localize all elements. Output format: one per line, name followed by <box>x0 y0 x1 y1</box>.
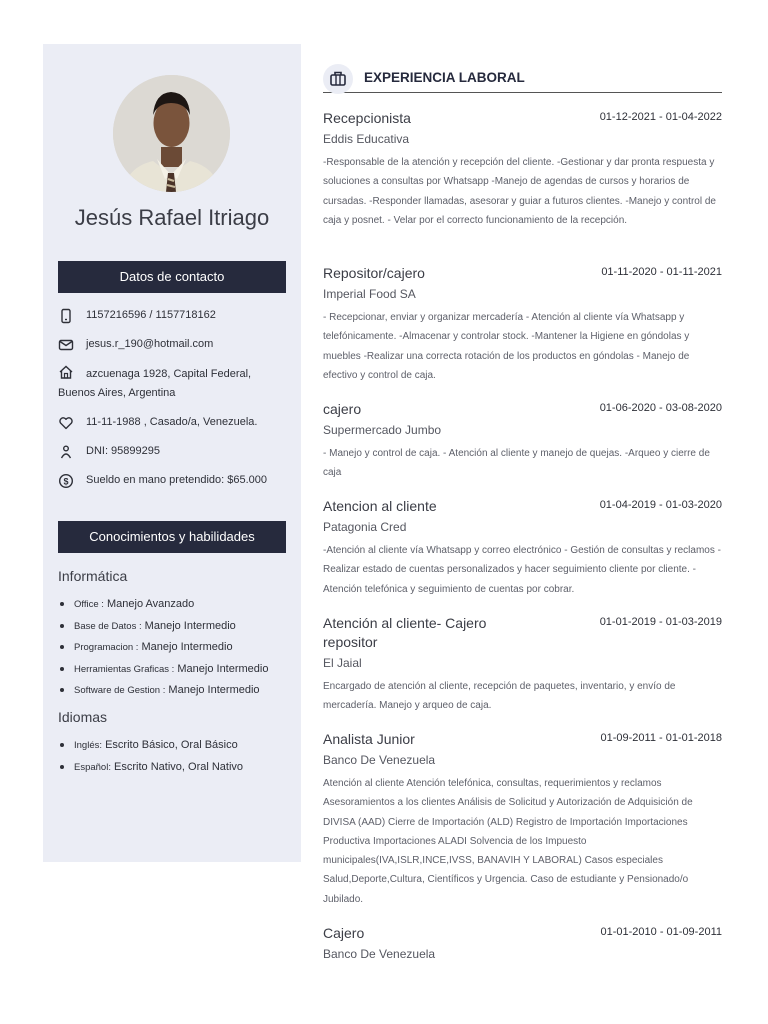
list-item: Base de Datos : Manejo Intermedio <box>58 619 293 634</box>
informatica-list <box>58 597 293 705</box>
salary-text: Sueldo en mano pretendido: $65.000 <box>86 474 268 486</box>
mail-icon <box>58 337 74 353</box>
contact-address <box>58 364 288 403</box>
email-text: jesus.r_190@hotmail.com <box>86 338 214 350</box>
job-description: -Responsable de la atención y recepción del cliente. -Gestionar y dar pronta respuesta y soluciones a consultas por Whatsapp -Manejo de agendas de cursos y horarios de cursadas. -Responder llamadas, asesorar y guiar a futuros clientes. -Manejo y control de caja y posnet. - Velar por el correcto funcionamiento de la recepción. <box>323 157 716 226</box>
address-text: azcuenaga 1928, Capital Federal, Buenos Aires, Argentina <box>58 368 252 399</box>
job-entry <box>323 730 722 909</box>
sidebar <box>43 44 301 862</box>
job-description: Encargado de atención al cliente, recepción de paquetes, inventario, y envío de mercadería. Manejo y arqueo de caja. <box>323 681 676 712</box>
contact-birth <box>58 413 288 432</box>
job-date: 01-04-2019 - 01-03-2020 <box>599 499 722 511</box>
job-description: Atención al cliente Atención telefónica, consultas, requerimientos y reclamos Asesoramientos a los clientes Análisis de Solicitud y Autorización de Adquisición de DIVISA (AAD) Cierre de Importación (ALD) Registro de Importación Importaciones Productiva Importaciones ALADI Solvencia de los Impuesto municipales(IVA,ISLR,INCE,IVSS, BANAVIH Y LABORAL) Casos especiales Salud,Deporte,Cultura, Científicos y Urgencia. Caso de estudiante y Pensionado/o Jubilado. <box>323 778 693 905</box>
job-entry <box>323 924 722 961</box>
heart-icon <box>58 415 74 431</box>
job-entry <box>323 614 722 716</box>
contact-dni <box>58 442 288 461</box>
job-description: - Manejo y control de caja. - Atención al cliente y manejo de quejas. -Arqueo y cierre de caja <box>323 448 710 479</box>
job-entry <box>323 109 722 230</box>
job-title: Atención al cliente- Cajero repositor <box>323 615 487 650</box>
skills-header: Conocimientos y habilidades <box>58 521 286 553</box>
profile-name: Jesús Rafael Itriago <box>74 205 270 230</box>
list-item: Office : Manejo Avanzado <box>58 597 293 612</box>
contact-list <box>58 306 288 500</box>
idiomas-title: Idiomas <box>58 709 108 725</box>
job-description: -Atención al cliente vía Whatsapp y correo electrónico - Gestión de consultas y reclamos - Realizar estado de cuentas personalizados y hacer seguimiento cliente por cliente. - Atención telefónica y seguimiento de cuentas por cobrar. <box>323 545 721 595</box>
phone-icon <box>58 308 74 324</box>
job-title: Repositor/cajero <box>323 265 425 281</box>
person-icon <box>58 444 74 460</box>
svg-text:$: $ <box>63 476 69 487</box>
informatica-title: Informática <box>58 568 128 584</box>
job-title: Atencion al cliente <box>323 498 437 514</box>
job-entry <box>323 400 722 483</box>
job-date: 01-09-2011 - 01-01-2018 <box>600 732 722 744</box>
idiomas-list <box>58 738 293 781</box>
dollar-icon <box>58 473 74 489</box>
job-company: Supermercado Jumbo <box>323 423 442 437</box>
experience-header <box>323 64 722 93</box>
list-item: Inglés: Escrito Básico, Oral Básico <box>58 738 293 753</box>
job-company: Patagonia Cred <box>323 520 407 534</box>
contact-email <box>58 335 288 354</box>
job-description: - Recepcionar, enviar y organizar mercadería - Atención al cliente vía Whatsapp y telefónicamente. -Almacenar y controlar stock. -Mantener la Higiene en góndolas y muebles -Realizar una correcta rotación de los productos en góndolas - Manejo de efectivo y control de caja. <box>323 312 690 381</box>
list-item: Software de Gestion : Manejo Intermedio <box>58 683 293 698</box>
contact-phone <box>58 306 288 325</box>
job-date: 01-01-2010 - 01-09-2011 <box>600 926 722 938</box>
contact-salary <box>58 471 288 490</box>
job-title: Cajero <box>323 925 365 941</box>
briefcase-icon <box>323 64 353 94</box>
job-date: 01-01-2019 - 01-03-2019 <box>599 616 722 628</box>
experience-title: EXPERIENCIA LABORAL <box>364 70 525 85</box>
job-title: Analista Junior <box>323 731 415 747</box>
job-company: Eddis Educativa <box>323 132 410 146</box>
birth-text: 11-11-1988 , Casado/a, Venezuela. <box>86 416 258 428</box>
job-date: 01-12-2021 - 01-04-2022 <box>599 111 722 123</box>
job-entry <box>323 497 722 599</box>
list-item: Herramientas Graficas : Manejo Intermedio <box>58 662 293 677</box>
job-date: 01-11-2020 - 01-11-2021 <box>601 266 722 278</box>
phone-text: 1157216596 / 1157718162 <box>86 309 216 321</box>
home-icon <box>58 364 74 380</box>
job-company: El Jaial <box>323 656 362 670</box>
profile-photo <box>113 75 230 192</box>
job-company: Banco De Venezuela <box>323 947 436 961</box>
job-company: Banco De Venezuela <box>323 753 436 767</box>
dni-text: DNI: 95899295 <box>86 445 160 457</box>
job-date: 01-06-2020 - 03-08-2020 <box>599 402 722 414</box>
job-title: cajero <box>323 401 362 417</box>
list-item: Español: Escrito Nativo, Oral Nativo <box>58 760 293 775</box>
job-company: Imperial Food SA <box>323 287 416 301</box>
job-title: Recepcionista <box>323 110 411 126</box>
list-item: Programacion : Manejo Intermedio <box>58 640 293 655</box>
contact-header: Datos de contacto <box>58 261 286 293</box>
job-entry <box>323 264 722 385</box>
